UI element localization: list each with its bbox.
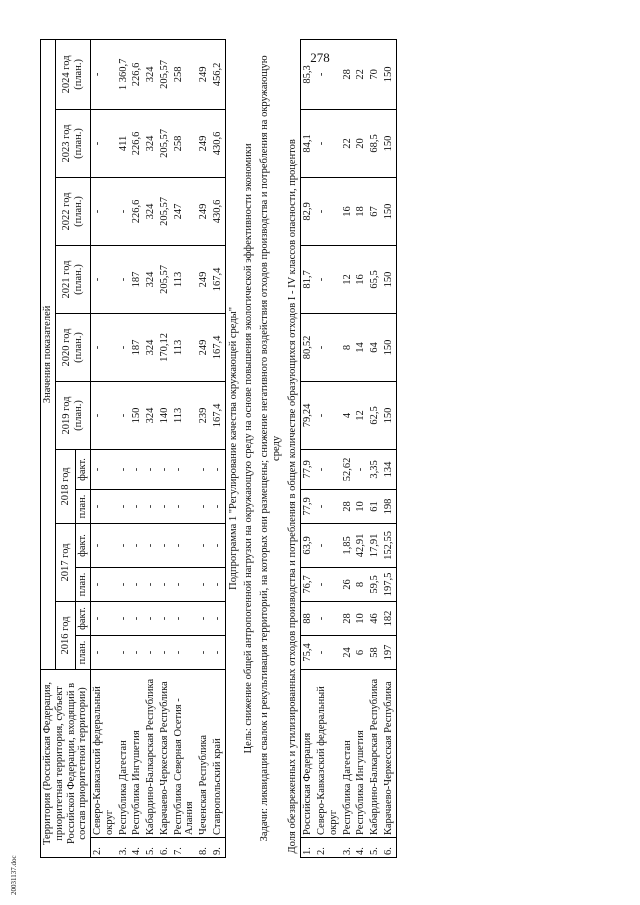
year-header-2018: 2018 год: [55, 449, 76, 523]
value-cell: -: [91, 523, 117, 567]
indicators-table: [40, 39, 397, 858]
value-cell: -: [211, 523, 225, 567]
value-cell: 113: [172, 245, 198, 313]
value-cell: 113: [172, 381, 198, 449]
value-cell: 430,6: [211, 109, 225, 177]
value-cell: -: [197, 635, 211, 669]
year-header-2022: 2022 год (план.): [55, 177, 90, 245]
value-cell: 150: [382, 245, 396, 313]
value-cell: 62,5: [368, 381, 382, 449]
value-cell: -: [130, 449, 144, 489]
value-cell: 226,6: [130, 109, 144, 177]
value-cell: -: [158, 601, 172, 635]
value-cell: 28: [341, 601, 355, 635]
value-cell: -: [144, 567, 158, 601]
value-cell: 28: [341, 489, 355, 523]
value-cell: 77,9: [301, 489, 315, 523]
value-cell: 226,6: [130, 177, 144, 245]
value-cell: 65,5: [368, 245, 382, 313]
table-row: [197, 39, 211, 857]
value-cell: 84,1: [301, 109, 315, 177]
value-cell: -: [91, 39, 117, 109]
page-number: 278: [310, 50, 330, 65]
tasks-text: Задачи: ликвидация свалок и рекультивация территорий, на которых они размещены; снижение негативного воздействия отходов производства и потребления на окружающую среду: [259, 55, 282, 842]
territory-name: Республика Северная Осетия - Алания: [172, 669, 198, 837]
value-cell: -: [130, 523, 144, 567]
value-cell: -: [144, 523, 158, 567]
row-number: 4.: [354, 838, 368, 858]
value-cell: 8: [341, 313, 355, 381]
value-cell: 167,4: [211, 313, 225, 381]
value-cell: -: [158, 449, 172, 489]
value-cell: -: [172, 635, 198, 669]
row-number: 6.: [158, 838, 172, 858]
territory-name: Чеченская Республика: [197, 669, 211, 837]
value-cell: 150: [382, 313, 396, 381]
subheader-fact: факт.: [76, 601, 91, 635]
value-cell: -: [144, 449, 158, 489]
value-cell: -: [172, 567, 198, 601]
value-cell: -: [91, 567, 117, 601]
value-cell: 239: [197, 381, 211, 449]
value-cell: 67: [368, 177, 382, 245]
value-cell: -: [91, 245, 117, 313]
value-cell: 140: [158, 381, 172, 449]
table-row: [382, 39, 396, 857]
value-cell: -: [315, 523, 341, 567]
value-cell: 324: [144, 245, 158, 313]
value-cell: -: [117, 567, 131, 601]
value-cell: 88: [301, 601, 315, 635]
value-cell: 170,12: [158, 313, 172, 381]
value-cell: 249: [197, 109, 211, 177]
footer-file-name: 20031137.doc: [10, 855, 18, 895]
value-cell: 8: [354, 567, 368, 601]
territory-header: Территория (Российская Федерация, приоритетная территория, субъект Российской Федерации, входящий в состав приоритетной территории): [41, 669, 91, 857]
value-cell: 258: [172, 109, 198, 177]
table-row: [341, 39, 355, 857]
value-cell: -: [91, 449, 117, 489]
indicators-header: Значения показателей: [41, 39, 56, 669]
territory-name: Северо-Кавказский федеральный округ: [91, 669, 117, 837]
value-cell: 58: [368, 635, 382, 669]
row-number: 5.: [144, 838, 158, 858]
value-cell: 22: [354, 39, 368, 109]
value-cell: 134: [382, 449, 396, 489]
value-cell: 150: [130, 381, 144, 449]
value-cell: 85,3: [301, 39, 315, 109]
value-cell: 205,57: [158, 245, 172, 313]
value-cell: 150: [382, 177, 396, 245]
value-cell: -: [158, 523, 172, 567]
value-cell: -: [172, 449, 198, 489]
value-cell: -: [144, 601, 158, 635]
value-cell: -: [211, 567, 225, 601]
value-cell: 205,57: [158, 177, 172, 245]
territory-name: Кабардино-Балкарская Республика: [368, 669, 382, 837]
value-cell: -: [315, 567, 341, 601]
value-cell: -: [117, 313, 131, 381]
value-cell: 152,55: [382, 523, 396, 567]
value-cell: -: [91, 313, 117, 381]
value-cell: -: [315, 313, 341, 381]
value-cell: 42,91: [354, 523, 368, 567]
value-cell: -: [211, 635, 225, 669]
value-cell: 324: [144, 381, 158, 449]
territory-name: Кабардино-Балкарская Республика: [144, 669, 158, 837]
section2-body: [301, 39, 396, 857]
value-cell: 18: [354, 177, 368, 245]
year-header-2017: 2017 год: [55, 523, 76, 601]
value-cell: 258: [172, 39, 198, 109]
value-cell: -: [315, 381, 341, 449]
value-cell: 205,57: [158, 109, 172, 177]
value-cell: 1,85: [341, 523, 355, 567]
value-cell: -: [211, 449, 225, 489]
value-cell: 76,7: [301, 567, 315, 601]
value-cell: -: [91, 381, 117, 449]
value-cell: 80,52: [301, 313, 315, 381]
value-cell: -: [315, 109, 341, 177]
subprogram-block: [225, 39, 301, 857]
value-cell: -: [117, 245, 131, 313]
value-cell: 324: [144, 313, 158, 381]
value-cell: -: [91, 601, 117, 635]
value-cell: -: [158, 567, 172, 601]
value-cell: 226,6: [130, 39, 144, 109]
value-cell: -: [130, 601, 144, 635]
value-cell: -: [211, 601, 225, 635]
table-row: [144, 39, 158, 857]
value-cell: 249: [197, 177, 211, 245]
value-cell: 1 360,7: [117, 39, 131, 109]
table-row: [91, 39, 117, 857]
value-cell: 249: [197, 39, 211, 109]
value-cell: -: [91, 635, 117, 669]
value-cell: 167,4: [211, 381, 225, 449]
table-row: [301, 39, 315, 857]
value-cell: -: [91, 489, 117, 523]
table-row: [158, 39, 172, 857]
value-cell: 52,62: [341, 449, 355, 489]
year-header-2024: 2024 год (план.): [55, 39, 90, 109]
value-cell: -: [197, 567, 211, 601]
value-cell: 430,6: [211, 177, 225, 245]
subheader-plan: план.: [76, 489, 91, 523]
value-cell: 77,9: [301, 449, 315, 489]
value-cell: 150: [382, 109, 396, 177]
value-cell: -: [197, 449, 211, 489]
value-cell: 12: [341, 245, 355, 313]
value-cell: 411: [117, 109, 131, 177]
value-cell: 61: [368, 489, 382, 523]
value-cell: -: [117, 635, 131, 669]
row-number: 2.: [91, 838, 117, 858]
value-cell: 6: [354, 635, 368, 669]
section1-body: [91, 39, 226, 857]
value-cell: 59,5: [368, 567, 382, 601]
value-cell: -: [117, 489, 131, 523]
value-cell: 79,24: [301, 381, 315, 449]
row-number: 6.: [382, 838, 396, 858]
value-cell: -: [354, 449, 368, 489]
value-cell: 17,91: [368, 523, 382, 567]
value-cell: 4: [341, 381, 355, 449]
table-row: [368, 39, 382, 857]
value-cell: 81,7: [301, 245, 315, 313]
value-cell: 16: [354, 245, 368, 313]
row-number: 8.: [197, 838, 211, 858]
year-header-2020: 2020 год (план.): [55, 313, 90, 381]
value-cell: -: [117, 177, 131, 245]
year-header-2021: 2021 год (план.): [55, 245, 90, 313]
value-cell: -: [144, 489, 158, 523]
subheader-fact: факт.: [76, 449, 91, 489]
value-cell: 150: [382, 381, 396, 449]
value-cell: -: [158, 489, 172, 523]
value-cell: 75,4: [301, 635, 315, 669]
value-cell: 187: [130, 245, 144, 313]
goal-text: Цель: снижение общей антропогенной нагрузки на окружающую среду на основе повышения экологической эффективности экономики: [243, 143, 255, 754]
row-number: 7.: [172, 838, 198, 858]
value-cell: -: [172, 601, 198, 635]
value-cell: -: [315, 245, 341, 313]
value-cell: -: [130, 489, 144, 523]
territory-name: Ставропольский край: [211, 669, 225, 837]
value-cell: 249: [197, 313, 211, 381]
value-cell: 187: [130, 313, 144, 381]
value-cell: -: [197, 523, 211, 567]
territory-name: Российская Федерация: [301, 669, 315, 837]
value-cell: -: [117, 449, 131, 489]
table-row: [315, 39, 341, 857]
subheader-fact: факт.: [76, 523, 91, 567]
value-cell: 3,35: [368, 449, 382, 489]
value-cell: 10: [354, 489, 368, 523]
value-cell: -: [315, 635, 341, 669]
value-cell: 68,5: [368, 109, 382, 177]
territory-name: Карачаево-Черкесская Республика: [158, 669, 172, 837]
table-row: [117, 39, 131, 857]
value-cell: -: [172, 523, 198, 567]
value-cell: 197,5: [382, 567, 396, 601]
table-header: [41, 39, 91, 857]
value-cell: 113: [172, 313, 198, 381]
territory-name: Северо-Кавказский федеральный округ: [315, 669, 341, 837]
row-number: 3.: [341, 838, 355, 858]
value-cell: 20: [354, 109, 368, 177]
value-cell: 64: [368, 313, 382, 381]
value-cell: -: [158, 635, 172, 669]
value-cell: -: [197, 601, 211, 635]
year-header-2019: 2019 год (план.): [55, 381, 90, 449]
row-number: 5.: [368, 838, 382, 858]
row-number: 1.: [301, 838, 315, 858]
value-cell: -: [315, 601, 341, 635]
value-cell: -: [315, 489, 341, 523]
value-cell: 167,4: [211, 245, 225, 313]
value-cell: 28: [341, 39, 355, 109]
value-cell: 26: [341, 567, 355, 601]
value-cell: 16: [341, 177, 355, 245]
value-cell: 14: [354, 313, 368, 381]
value-cell: -: [91, 177, 117, 245]
value-cell: 82,9: [301, 177, 315, 245]
territory-name: Республика Ингушетия: [354, 669, 368, 837]
territory-name: Республика Дагестан: [117, 669, 131, 837]
territory-name: Республика Дагестан: [341, 669, 355, 837]
value-cell: -: [130, 567, 144, 601]
value-cell: -: [172, 489, 198, 523]
value-cell: 70: [368, 39, 382, 109]
value-cell: -: [211, 489, 225, 523]
value-cell: -: [315, 177, 341, 245]
subheader-plan: план.: [76, 567, 91, 601]
table-row: [130, 39, 144, 857]
value-cell: -: [144, 635, 158, 669]
value-cell: 46: [368, 601, 382, 635]
value-cell: -: [117, 523, 131, 567]
value-cell: 205,57: [158, 39, 172, 109]
subprogram-title: Подпрограмма 1 "Регулирование качества окружающей среды": [225, 39, 241, 857]
value-cell: 63,9: [301, 523, 315, 567]
year-header-2016: 2016 год: [55, 601, 76, 669]
value-cell: -: [315, 39, 341, 109]
value-cell: 24: [341, 635, 355, 669]
table-row: [172, 39, 198, 857]
row-number: 4.: [130, 838, 144, 858]
year-header-2023: 2023 год (план.): [55, 109, 90, 177]
value-cell: 324: [144, 177, 158, 245]
value-cell: -: [315, 449, 341, 489]
value-cell: 324: [144, 39, 158, 109]
territory-name: Карачаево-Черкесская Республика: [382, 669, 396, 837]
indicator-title: Доля обезвреженных и утилизированных отходов производства и потребления в общем количестве образующихся отходов I - IV классов опасности, процентов: [285, 39, 301, 857]
value-cell: -: [117, 381, 131, 449]
value-cell: 10: [354, 601, 368, 635]
table-row: [354, 39, 368, 857]
value-cell: 12: [354, 381, 368, 449]
value-cell: -: [91, 109, 117, 177]
value-cell: 247: [172, 177, 198, 245]
value-cell: 456,2: [211, 39, 225, 109]
subheader-plan: план.: [76, 635, 91, 669]
row-number: 9.: [211, 838, 225, 858]
value-cell: 198: [382, 489, 396, 523]
value-cell: -: [130, 635, 144, 669]
row-number: 2.: [315, 838, 341, 858]
value-cell: 22: [341, 109, 355, 177]
value-cell: 150: [382, 39, 396, 109]
value-cell: 324: [144, 109, 158, 177]
value-cell: -: [117, 601, 131, 635]
value-cell: 197: [382, 635, 396, 669]
value-cell: -: [197, 489, 211, 523]
row-number: 3.: [117, 838, 131, 858]
rotated-table-container: [40, 40, 560, 858]
table-row: [211, 39, 225, 857]
value-cell: 249: [197, 245, 211, 313]
territory-name: Республика Ингушетия: [130, 669, 144, 837]
value-cell: 182: [382, 601, 396, 635]
